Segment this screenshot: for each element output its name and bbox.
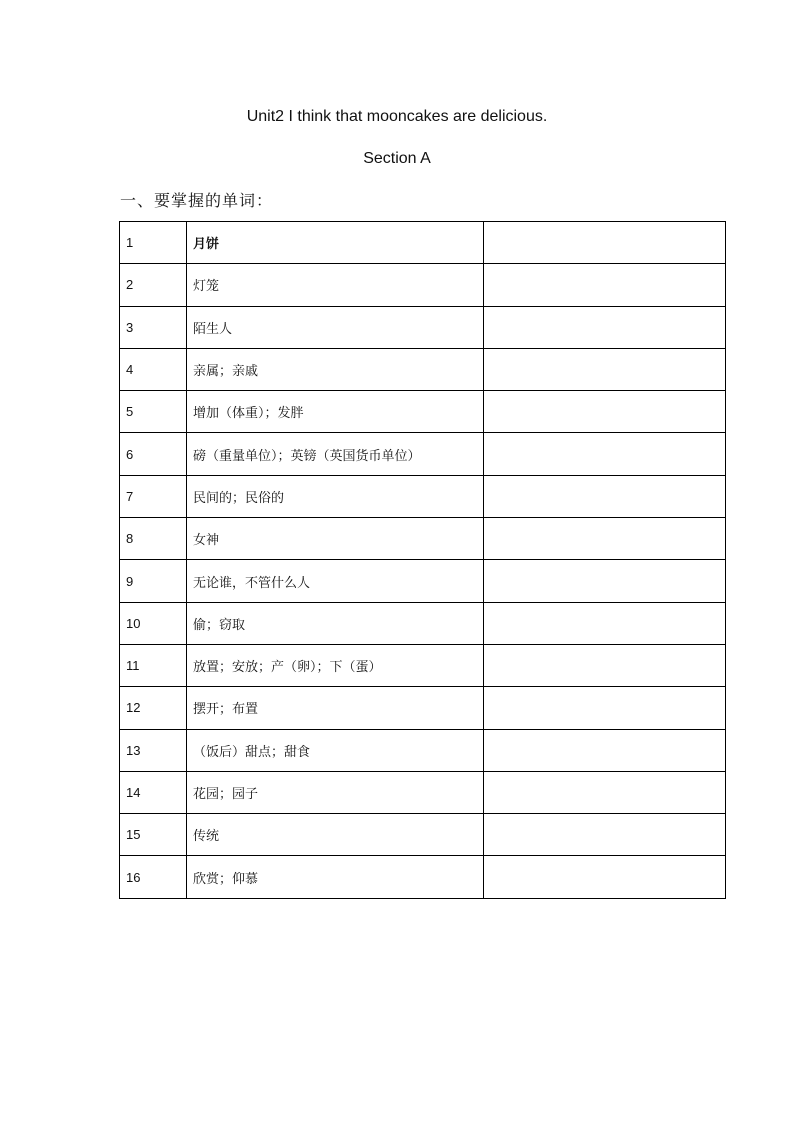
chinese-term: 灯笼 [187,264,484,306]
row-number: 14 [120,771,187,813]
answer-cell[interactable] [484,814,726,856]
row-number: 6 [120,433,187,475]
chinese-term: 民间的；民俗的 [187,475,484,517]
answer-cell[interactable] [484,222,726,264]
row-number: 12 [120,687,187,729]
table-row [120,771,726,813]
table-row [120,729,726,771]
row-number: 1 [120,222,187,264]
answer-cell[interactable] [484,771,726,813]
row-number: 10 [120,602,187,644]
row-number: 16 [120,856,187,898]
answer-cell[interactable] [484,391,726,433]
table-row [120,602,726,644]
chinese-term: 传统 [187,814,484,856]
table-row [120,687,726,729]
row-number: 2 [120,264,187,306]
chinese-term: 增加（体重）；发胖 [187,391,484,433]
answer-cell[interactable] [484,856,726,898]
row-number: 4 [120,348,187,390]
chinese-term: 放置；安放；产（卵）；下（蛋） [187,644,484,686]
table-row [120,475,726,517]
row-number: 7 [120,475,187,517]
row-number: 15 [120,814,187,856]
vocab-table [119,221,726,899]
chinese-term: 女神 [187,518,484,560]
document-title: Unit2 I think that mooncakes are delicious. [246,108,548,125]
table-row [120,222,726,264]
table-row [120,348,726,390]
answer-cell[interactable] [484,560,726,602]
answer-cell[interactable] [484,644,726,686]
answer-cell[interactable] [484,602,726,644]
answer-cell[interactable] [484,433,726,475]
vocab-heading: 一、要掌握的单词： [120,191,274,210]
chinese-term: 无论谁，不管什么人 [187,560,484,602]
table-row [120,560,726,602]
table-row [120,814,726,856]
table-row [120,391,726,433]
chinese-term: （饭后）甜点；甜食 [187,729,484,771]
row-number: 8 [120,518,187,560]
chinese-term: 摆开；布置 [187,687,484,729]
chinese-term: 花园；园子 [187,771,484,813]
chinese-term: 偷；窃取 [187,602,484,644]
table-row [120,518,726,560]
answer-cell[interactable] [484,264,726,306]
row-number: 3 [120,306,187,348]
chinese-term: 月饼 [187,222,484,264]
row-number: 13 [120,729,187,771]
answer-cell[interactable] [484,306,726,348]
table-row [120,306,726,348]
chinese-term: 陌生人 [187,306,484,348]
row-number: 11 [120,644,187,686]
chinese-term: 磅（重量单位）；英镑（英国货币单位） [187,433,484,475]
answer-cell[interactable] [484,475,726,517]
table-row [120,644,726,686]
answer-cell[interactable] [484,687,726,729]
chinese-term: 欣赏；仰慕 [187,856,484,898]
table-row [120,264,726,306]
table-row [120,433,726,475]
answer-cell[interactable] [484,518,726,560]
row-number: 9 [120,560,187,602]
answer-cell[interactable] [484,348,726,390]
answer-cell[interactable] [484,729,726,771]
chinese-term: 亲属；亲戚 [187,348,484,390]
table-row [120,856,726,898]
row-number: 5 [120,391,187,433]
section-title: Section A [363,150,431,167]
